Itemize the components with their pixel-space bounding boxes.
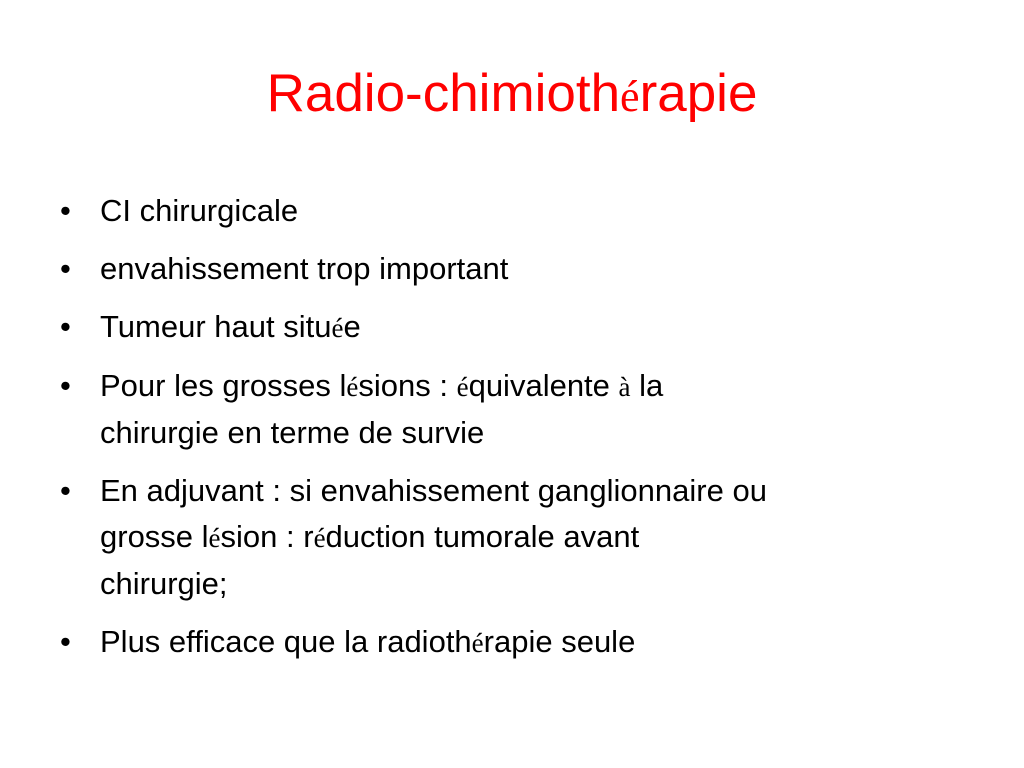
bullet-text: Tumeur haut situ [100,309,332,344]
bullet-text: En adjuvant : si envahissement ganglionnaire ou [100,473,767,508]
bullet-text: Plus efficace que la radioth [100,624,472,659]
bullet-text: é [456,372,469,402]
bullet-item [60,246,980,292]
bullet-text: é [208,523,221,553]
bullet-item [60,363,980,456]
bullet-line [100,363,980,410]
bullet-line [100,246,980,292]
bullet-text: é [471,628,484,658]
bullet-text: é [331,313,344,343]
bullet-text: chirurgie en terme de survie [100,415,485,450]
bullet-text: Pour les grosses l [100,368,347,403]
bullet-text: CI chirurgicale [100,193,299,228]
bullet-text: duction tumorale avant [325,519,640,554]
bullet-text: rapie seule [483,624,636,659]
title-part: é [620,72,640,121]
bullet-text: quivalente [468,368,619,403]
title-part: rapie [639,64,758,123]
slide-title [0,62,1024,129]
bullet-item [60,304,980,351]
bullet-item [60,188,980,234]
bullet-line [100,410,980,456]
bullet-dot-icon: • [60,624,71,659]
title-part: Radio-chimioth [266,64,621,123]
bullet-line [100,561,980,607]
bullet-text: grosse l [100,519,209,554]
bullet-line [100,514,980,561]
bullet-dot-icon: • [60,251,71,286]
bullet-text: envahissement trop important [100,251,509,286]
bullet-text: é [346,372,359,402]
bullet-line [100,468,980,514]
bullet-item [60,619,980,666]
bullet-text: la [630,368,664,403]
bullet-text: chirurgie; [100,566,228,601]
bullet-text: e [343,309,361,344]
bullet-line [100,304,980,351]
bullet-text: sion : r [220,519,314,554]
bullet-text: à [618,372,631,402]
bullet-line [100,619,980,666]
bullet-dot-icon: • [60,193,71,228]
bullet-text: sions : [358,368,457,403]
bullet-item [60,468,980,607]
bullet-dot-icon: • [60,473,71,508]
bullet-line [100,188,980,234]
bullet-list [60,188,980,678]
bullet-dot-icon: • [60,368,71,403]
bullet-dot-icon: • [60,309,71,344]
bullet-text: é [313,523,326,553]
